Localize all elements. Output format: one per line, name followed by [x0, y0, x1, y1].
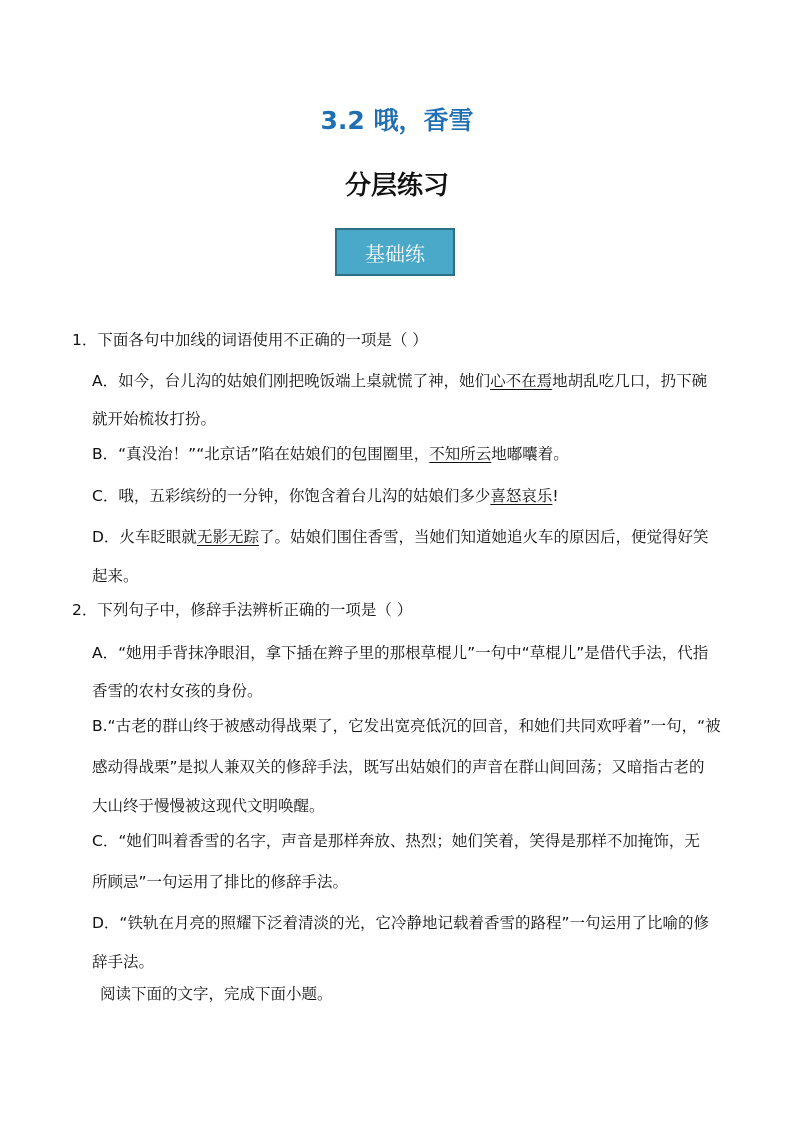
question-1-option-a-cont: 就开始梳妆打扮。: [92, 410, 217, 428]
question-2-option-c-cont: 所顾忌”一句运用了排比的修辞手法。: [92, 873, 349, 891]
question-1-option-d-cont: 起来。: [92, 567, 139, 585]
question-2-option-b-cont-1: 感动得战栗”是拟人兼双关的修辞手法，既写出姑娘们的声音在群山间回荡；又暗指古老的: [92, 758, 705, 776]
question-2-option-c: C．“她们叫着香雪的名字，声音是那样奔放、热烈；她们笑着，笑得是那样不加掩饰，无: [92, 832, 700, 850]
question-2-stem: 2．下列句子中，修辞手法辨析正确的一项是（ ）: [72, 601, 413, 619]
question-2-option-b: B.“古老的群山终于被感动得战栗了，它发出宽亮低沉的回音，和她们共同欢呼着”一句，“被: [92, 717, 721, 735]
question-2-option-b-cont-2: 大山终于慢慢被这现代文明唤醒。: [92, 797, 325, 815]
question-2-option-d: D．“铁轨在月亮的照耀下泛着清淡的光，它冷静地记载着香雪的路程”一句运用了比喻的修: [92, 914, 709, 932]
page-subtitle: 分层练习: [344, 171, 449, 201]
question-2-option-a-cont: 香雪的农村女孩的身份。: [92, 682, 263, 700]
question-1-option-b: B．“真没治！”“北京话”陷在姑娘们的包围圈里，不知所云地嘟囔着。: [92, 445, 569, 463]
section-badge: 基础练: [335, 228, 455, 276]
question-2-option-a: A．“她用手背抹净眼泪，拿下插在辫子里的那根草棍儿”一句中“草棍儿”是借代手法，代指: [92, 644, 709, 662]
underlined-term: 不知所云: [429, 445, 492, 463]
question-2-option-d-cont: 辞手法。: [92, 953, 155, 971]
page-title: 3.2 哦，香雪: [320, 106, 474, 135]
question-1-option-c: C．哦，五彩缤纷的一分钟，你饱含着台儿沟的姑娘们多少喜怒哀乐!: [92, 487, 559, 505]
question-1-option-a: A．如今，台儿沟的姑娘们刚把晚饭端上桌就慌了神，她们心不在焉地胡乱吃几口，扔下碗: [92, 372, 708, 390]
question-1-stem: 1．下面各句中加线的词语使用不正确的一项是（ ）: [72, 331, 428, 349]
underlined-term: 无影无踪: [196, 528, 259, 546]
reading-instruction: 阅读下面的文字，完成下面小题。: [100, 985, 333, 1003]
underlined-term: 喜怒哀乐: [490, 487, 553, 505]
underlined-term: 心不在焉: [490, 372, 553, 390]
question-1-option-d: D．火车眨眼就无影无踪了。姑娘们围住香雪，当她们知道她追火车的原因后，便觉得好笑: [92, 528, 709, 546]
